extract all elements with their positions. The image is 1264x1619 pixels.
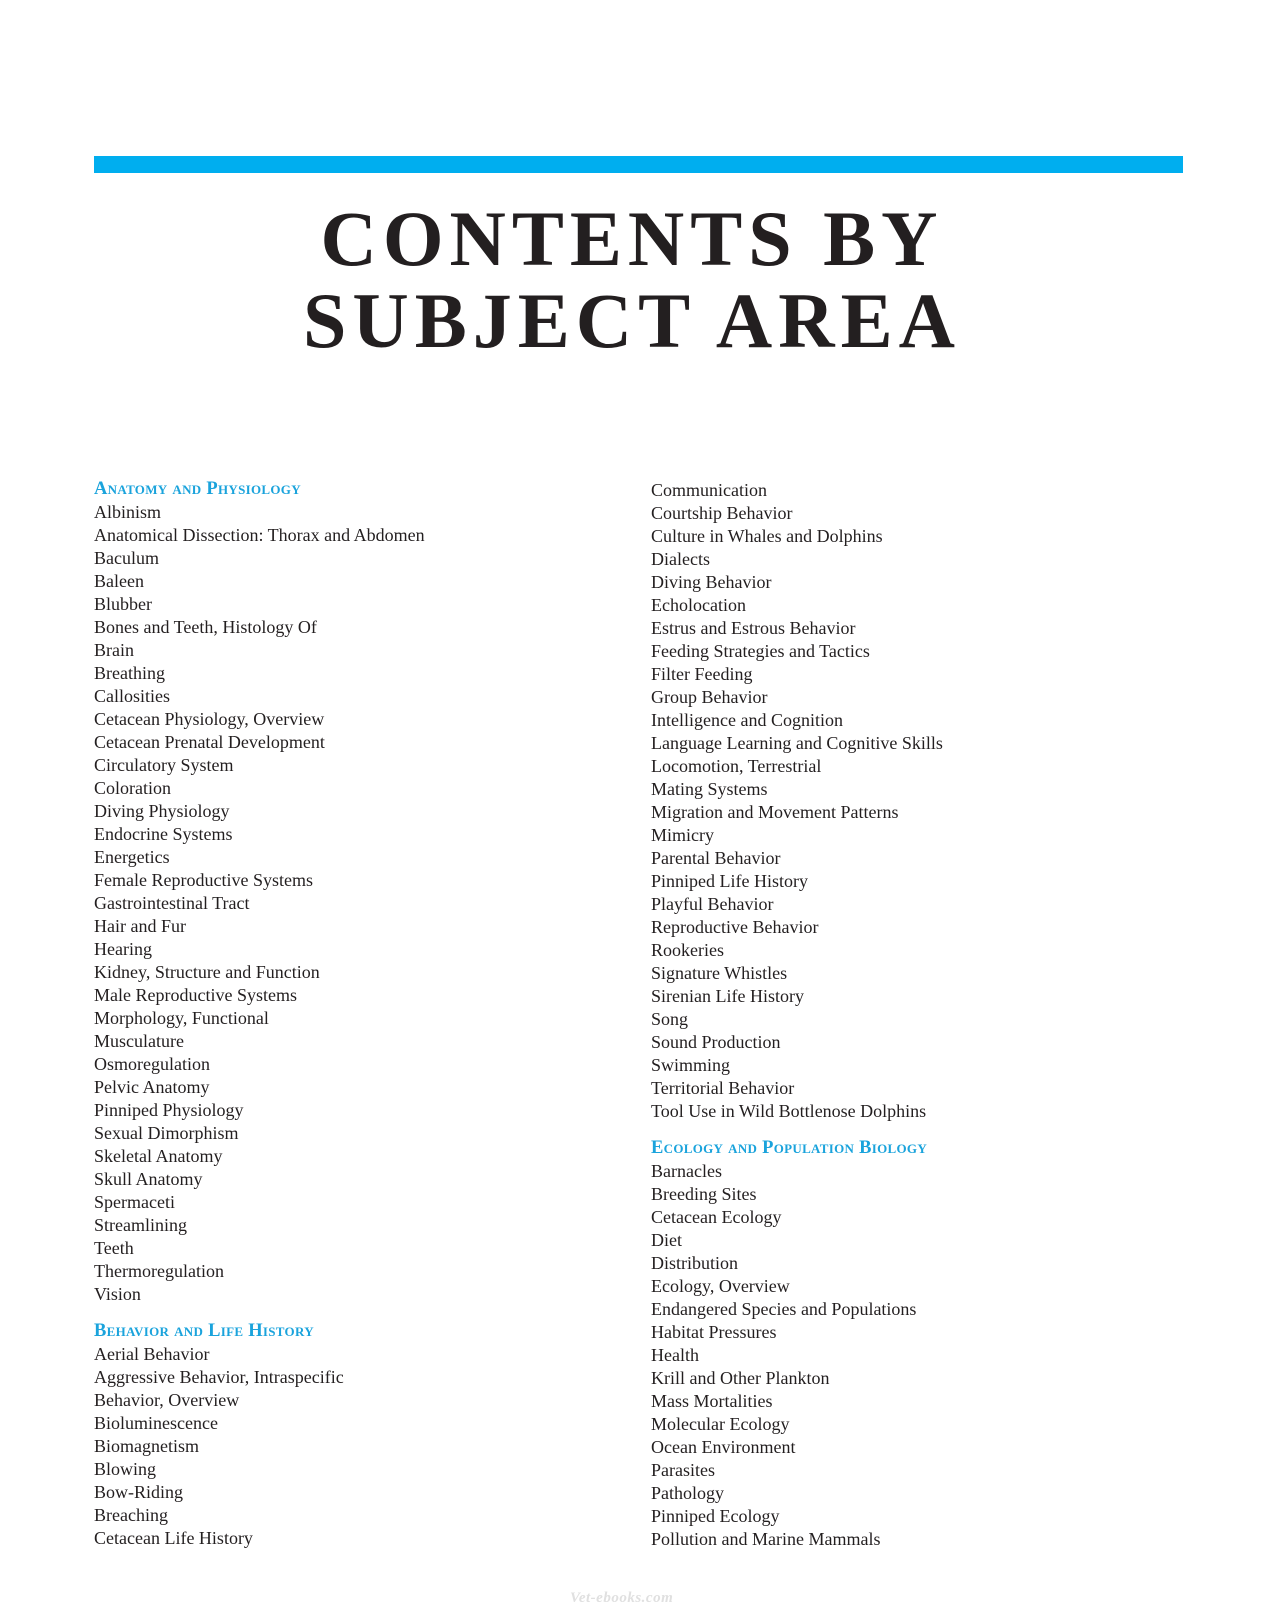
list-item: Sound Production <box>651 1032 781 1052</box>
list-item: Rookeries <box>651 940 724 960</box>
list-item: Aerial Behavior <box>94 1344 210 1364</box>
watermark-logo: Vet-ebooks.com <box>570 1590 674 1606</box>
list-item: Cetacean Life History <box>94 1528 253 1548</box>
entry-list <box>651 1160 1211 1551</box>
list-item: Ocean Environment <box>651 1437 796 1457</box>
list-item: Anatomical Dissection: Thorax and Abdomen <box>94 525 425 545</box>
list-item: Playful Behavior <box>651 894 774 914</box>
list-item: Pinniped Life History <box>651 871 808 891</box>
list-item: Baculum <box>94 548 159 568</box>
list-item: Pathology <box>651 1483 725 1503</box>
list-item: Endangered Species and Populations <box>651 1299 917 1319</box>
list-item: Feeding Strategies and Tactics <box>651 641 870 661</box>
entry-list <box>94 1343 614 1550</box>
list-item: Pelvic Anatomy <box>94 1077 210 1097</box>
section-heading-behavior-and-life-history: Behavior and Life History <box>94 1321 314 1341</box>
list-item: Mating Systems <box>651 779 768 799</box>
list-item: Thermoregulation <box>94 1261 224 1281</box>
list-item: Krill and Other Plankton <box>651 1368 830 1388</box>
list-item: Echolocation <box>651 595 746 615</box>
section-heading-anatomy-and-physiology: Anatomy and Physiology <box>94 479 301 499</box>
list-item: Albinism <box>94 502 162 522</box>
list-item: Pinniped Ecology <box>651 1506 780 1526</box>
list-item: Locomotion, Terrestrial <box>651 756 822 776</box>
list-item: Pinniped Physiology <box>94 1100 244 1120</box>
left-column <box>94 478 614 1550</box>
list-item: Teeth <box>94 1238 134 1258</box>
list-item: Hearing <box>94 939 152 959</box>
list-item: Courtship Behavior <box>651 503 793 523</box>
list-item: Mimicry <box>651 825 714 845</box>
list-item: Bones and Teeth, Histology Of <box>94 617 317 637</box>
list-item: Barnacles <box>651 1161 722 1181</box>
list-item: Migration and Movement Patterns <box>651 802 899 822</box>
list-item: Blubber <box>94 594 152 614</box>
list-item: Pollution and Marine Mammals <box>651 1529 881 1549</box>
subject-section <box>94 478 614 1306</box>
list-item: Parasites <box>651 1460 715 1480</box>
page-title-line-1: CONTENTS BY <box>320 195 944 282</box>
list-item: Aggressive Behavior, Intraspecific <box>94 1367 344 1387</box>
list-item: Cetacean Prenatal Development <box>94 732 325 752</box>
list-item: Swimming <box>651 1055 731 1075</box>
list-item: Tool Use in Wild Bottlenose Dolphins <box>651 1101 927 1121</box>
list-item: Coloration <box>94 778 171 798</box>
list-item: Filter Feeding <box>651 664 753 684</box>
list-item: Mass Mortalities <box>651 1391 773 1411</box>
list-item: Breathing <box>94 663 165 683</box>
list-item: Brain <box>94 640 134 660</box>
list-item: Culture in Whales and Dolphins <box>651 526 883 546</box>
entry-list <box>651 479 1211 1123</box>
list-item: Callosities <box>94 686 170 706</box>
list-item: Intelligence and Cognition <box>651 710 843 730</box>
list-item: Breeding Sites <box>651 1184 757 1204</box>
list-item: Sirenian Life History <box>651 986 804 1006</box>
list-item: Female Reproductive Systems <box>94 870 313 890</box>
subject-section <box>94 1320 614 1550</box>
list-item: Skull Anatomy <box>94 1169 203 1189</box>
list-item: Reproductive Behavior <box>651 917 819 937</box>
list-item: Energetics <box>94 847 170 867</box>
list-item: Blowing <box>94 1459 157 1479</box>
list-item: Territorial Behavior <box>651 1078 795 1098</box>
list-item: Hair and Fur <box>94 916 186 936</box>
list-item: Diving Behavior <box>651 572 772 592</box>
list-item: Estrus and Estrous Behavior <box>651 618 856 638</box>
list-item: Osmoregulation <box>94 1054 210 1074</box>
list-item: Cetacean Physiology, Overview <box>94 709 325 729</box>
list-item: Streamlining <box>94 1215 187 1235</box>
top-accent-rule <box>94 156 1183 173</box>
list-item: Bow-Riding <box>94 1482 184 1502</box>
entry-list <box>94 501 614 1306</box>
list-item: Skeletal Anatomy <box>94 1146 223 1166</box>
list-item: Vision <box>94 1284 141 1304</box>
list-item: Cetacean Ecology <box>651 1207 782 1227</box>
list-item: Signature Whistles <box>651 963 788 983</box>
list-item: Dialects <box>651 549 710 569</box>
list-item: Ecology, Overview <box>651 1276 790 1296</box>
subject-section <box>651 479 1211 1123</box>
list-item: Communication <box>651 480 767 500</box>
list-item: Parental Behavior <box>651 848 781 868</box>
list-item: Group Behavior <box>651 687 768 707</box>
list-item: Endocrine Systems <box>94 824 233 844</box>
page-title-line-2: SUBJECT AREA <box>303 277 961 364</box>
list-item: Song <box>651 1009 689 1029</box>
list-item: Breaching <box>94 1505 168 1525</box>
right-column <box>651 479 1211 1551</box>
list-item: Habitat Pressures <box>651 1322 777 1342</box>
list-item: Circulatory System <box>94 755 234 775</box>
list-item: Molecular Ecology <box>651 1414 790 1434</box>
list-item: Baleen <box>94 571 144 591</box>
list-item: Biomagnetism <box>94 1436 199 1456</box>
subject-section <box>651 1137 1211 1551</box>
list-item: Kidney, Structure and Function <box>94 962 320 982</box>
list-item: Distribution <box>651 1253 739 1273</box>
page-title <box>0 195 1264 364</box>
list-item: Sexual Dimorphism <box>94 1123 239 1143</box>
list-item: Behavior, Overview <box>94 1390 240 1410</box>
list-item: Male Reproductive Systems <box>94 985 297 1005</box>
list-item: Musculature <box>94 1031 184 1051</box>
list-item: Bioluminescence <box>94 1413 218 1433</box>
section-heading-ecology-and-population-biology: Ecology and Population Biology <box>651 1138 928 1158</box>
list-item: Diet <box>651 1230 682 1250</box>
list-item: Gastrointestinal Tract <box>94 893 250 913</box>
list-item: Diving Physiology <box>94 801 230 821</box>
list-item: Health <box>651 1345 699 1365</box>
list-item: Morphology, Functional <box>94 1008 269 1028</box>
list-item: Language Learning and Cognitive Skills <box>651 733 943 753</box>
list-item: Spermaceti <box>94 1192 175 1212</box>
